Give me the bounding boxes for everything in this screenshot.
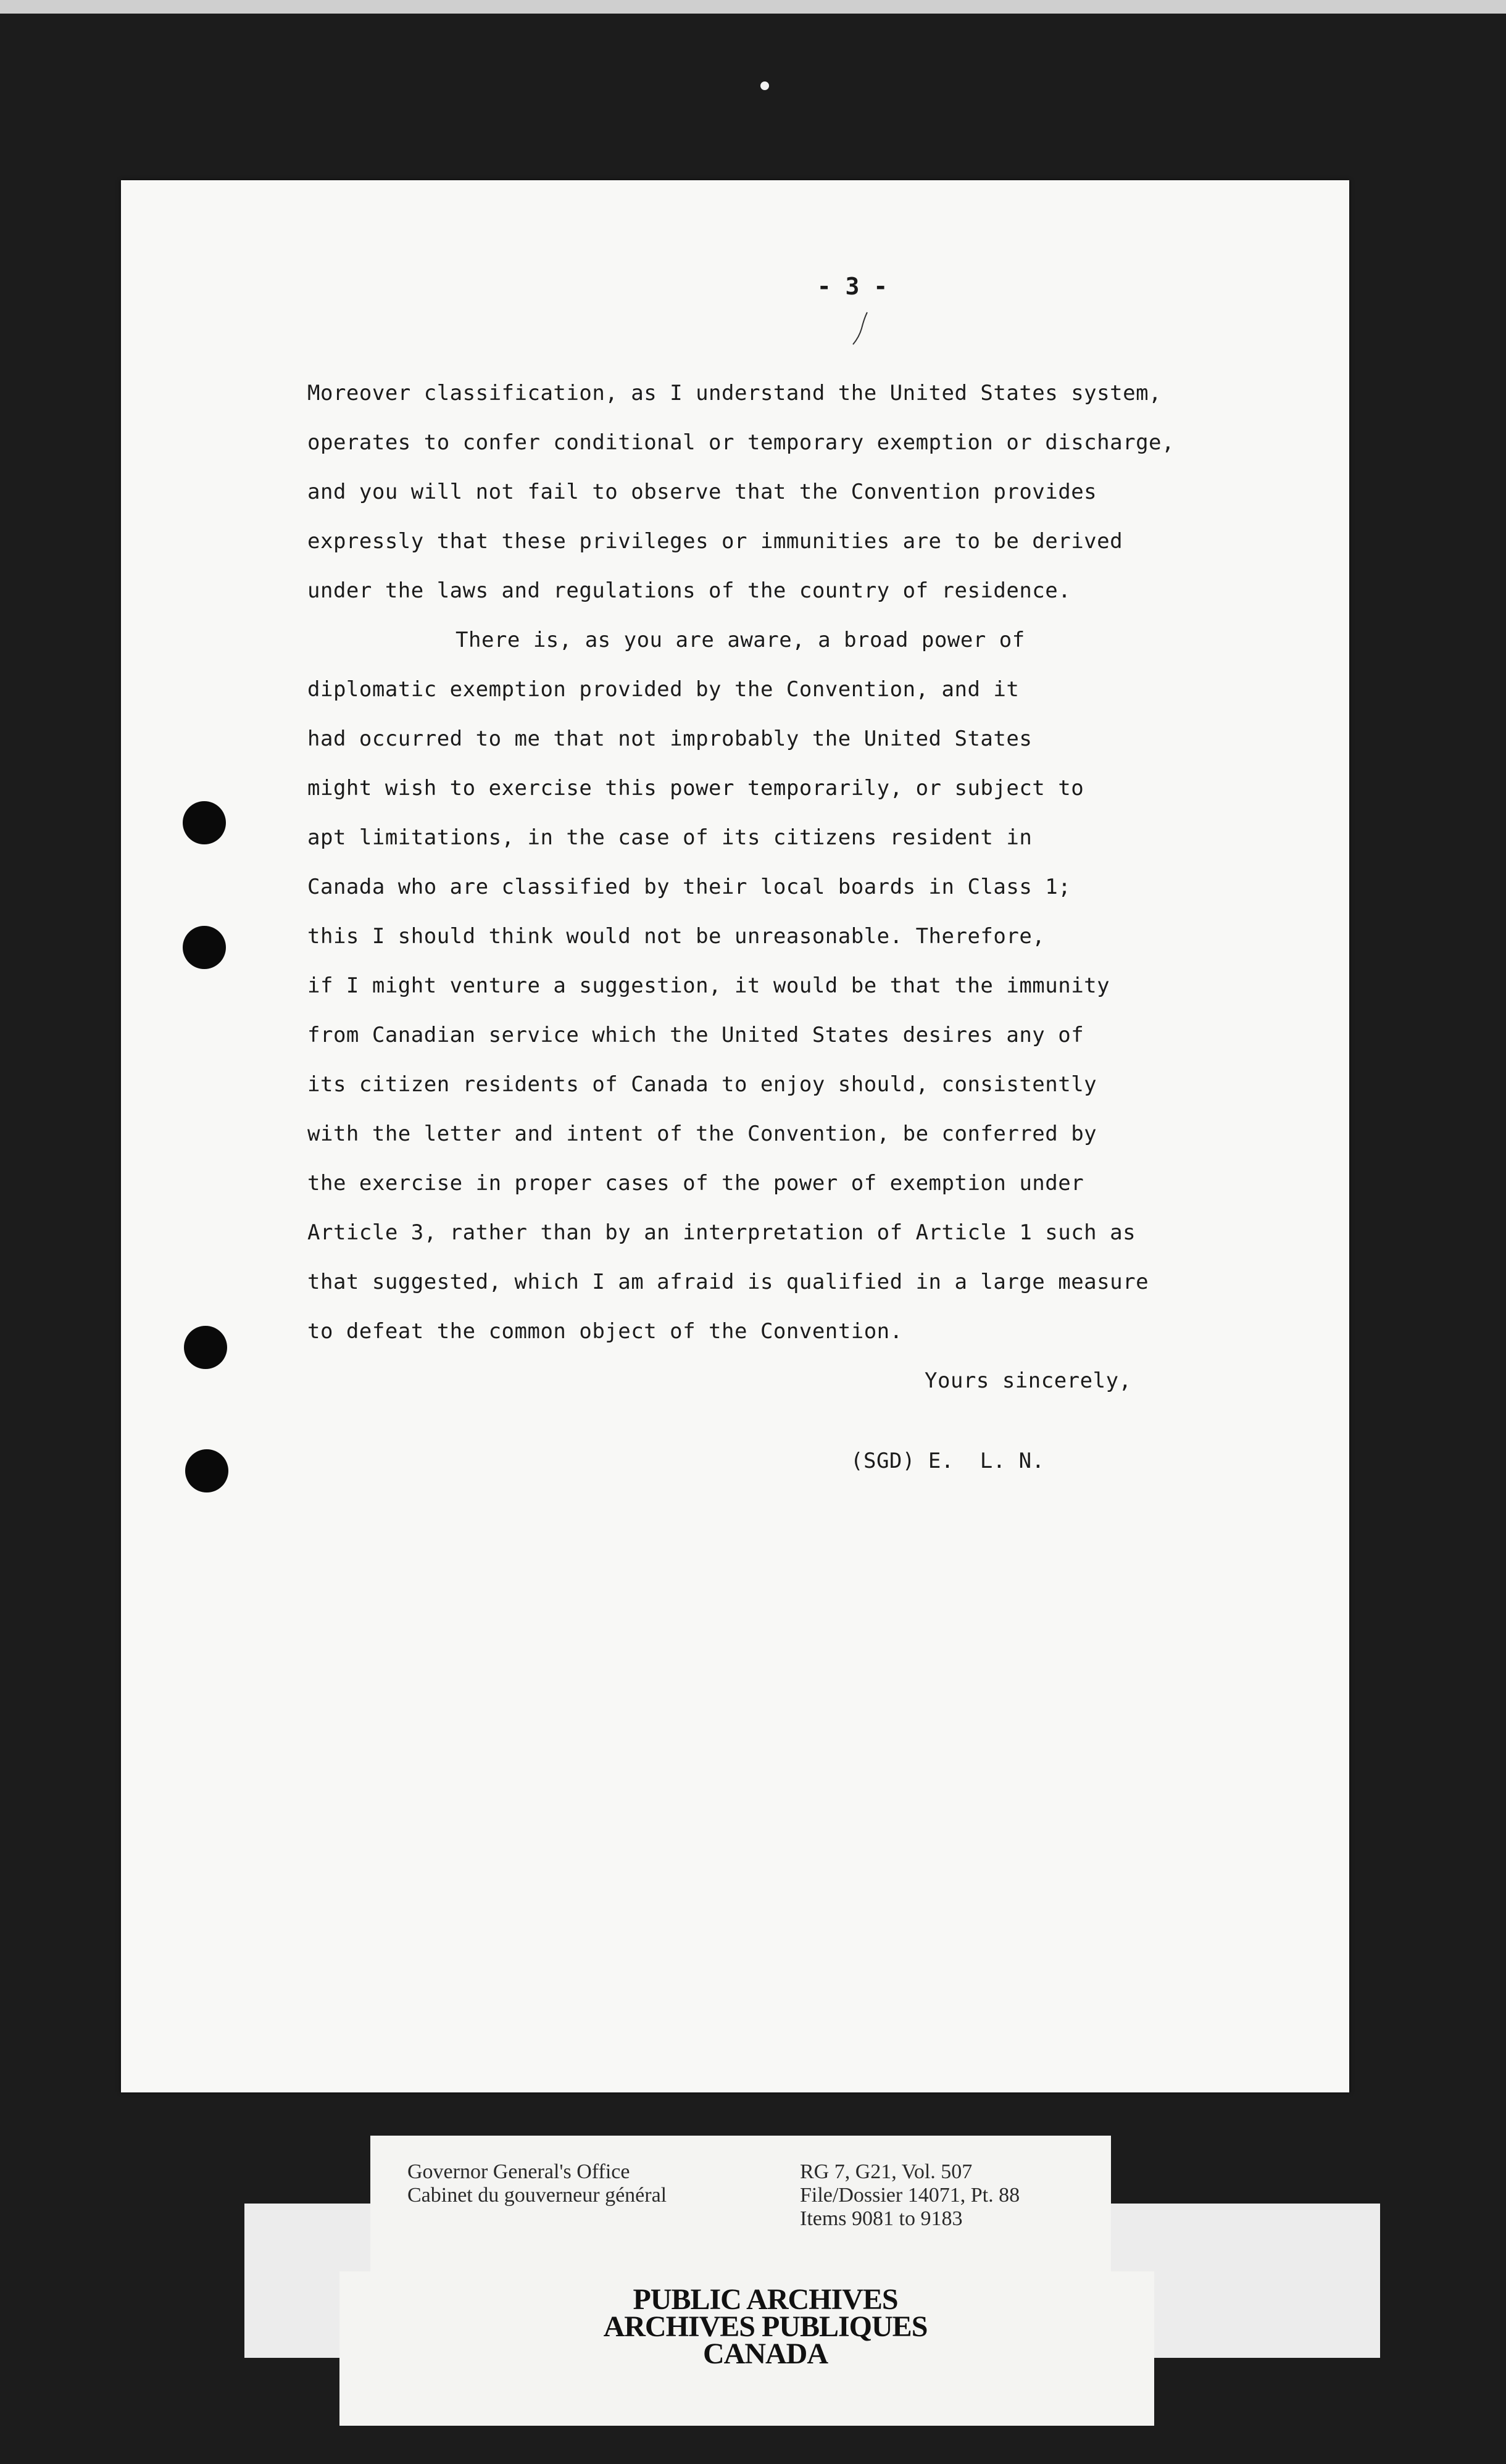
letter-page xyxy=(121,180,1349,2092)
letter-body xyxy=(307,368,1406,1486)
text-line: expressly that these privileges or immunities are to be derived xyxy=(307,529,1123,554)
archives-english: PUBLIC ARCHIVES xyxy=(633,2283,898,2316)
pencil-tick-mark xyxy=(851,310,869,347)
text-line: might wish to exercise this power temporarily, or subject to xyxy=(307,776,1084,801)
punch-hole xyxy=(183,801,226,844)
record-group: RG 7, G21, Vol. 507 xyxy=(800,2160,973,2183)
archives-french: ARCHIVES PUBLIQUES xyxy=(603,2310,928,2343)
item-range: Items 9081 to 9183 xyxy=(800,2207,963,2230)
file-number: File/Dossier 14071, Pt. 88 xyxy=(800,2184,1020,2207)
text-line: to defeat the common object of the Convention. xyxy=(307,1319,903,1344)
punch-hole xyxy=(185,1449,228,1492)
text-line: its citizen residents of Canada to enjoy should, consistently xyxy=(307,1072,1097,1097)
text-line: apt limitations, in the case of its citizens resident in xyxy=(307,825,1033,850)
label-reference xyxy=(800,2160,1020,2231)
film-edge xyxy=(0,0,1506,14)
text-line: Article 3, rather than by an interpretation of Article 1 such as xyxy=(307,1220,1136,1245)
text-line: if I might venture a suggestion, it would be that the immunity xyxy=(307,973,1110,998)
text-line: had occurred to me that not improbably the United States xyxy=(307,726,1033,751)
punch-hole xyxy=(183,926,226,969)
office-french: Cabinet du gouverneur général xyxy=(407,2184,667,2207)
text-line: from Canadian service which the United States desires any of xyxy=(307,1023,1084,1047)
text-line: operates to confer conditional or temporary exemption or discharge, xyxy=(307,430,1175,455)
office-english: Governor General's Office xyxy=(407,2160,630,2183)
text-line: and you will not fail to observe that the Convention provides xyxy=(307,480,1097,504)
punch-hole xyxy=(184,1326,227,1369)
closing: Yours sincerely, xyxy=(925,1368,1132,1393)
archives-country: CANADA xyxy=(703,2337,828,2370)
signature: (SGD) E. L. N. xyxy=(851,1449,1045,1473)
text-line: the exercise in proper cases of the power of exemption under xyxy=(307,1171,1084,1196)
text-line: this I should think would not be unreasonable. Therefore, xyxy=(307,924,1046,949)
text-line: under the laws and regulations of the country of residence. xyxy=(307,578,1071,603)
text-line: that suggested, which I am afraid is qualified in a large measure xyxy=(307,1270,1149,1294)
page-number: - 3 - xyxy=(817,273,888,300)
archives-stamp xyxy=(531,2283,1000,2370)
text-line: Canada who are classified by their local boards in Class 1; xyxy=(307,875,1071,899)
text-line: with the letter and intent of the Convention, be conferred by xyxy=(307,1122,1097,1146)
label-office xyxy=(407,2160,667,2207)
film-speck xyxy=(760,81,769,90)
text-line: There is, as you are aware, a broad power of xyxy=(456,628,1025,652)
text-line: Moreover classification, as I understand the United States system, xyxy=(307,381,1162,406)
text-line: diplomatic exemption provided by the Convention, and it xyxy=(307,677,1020,702)
